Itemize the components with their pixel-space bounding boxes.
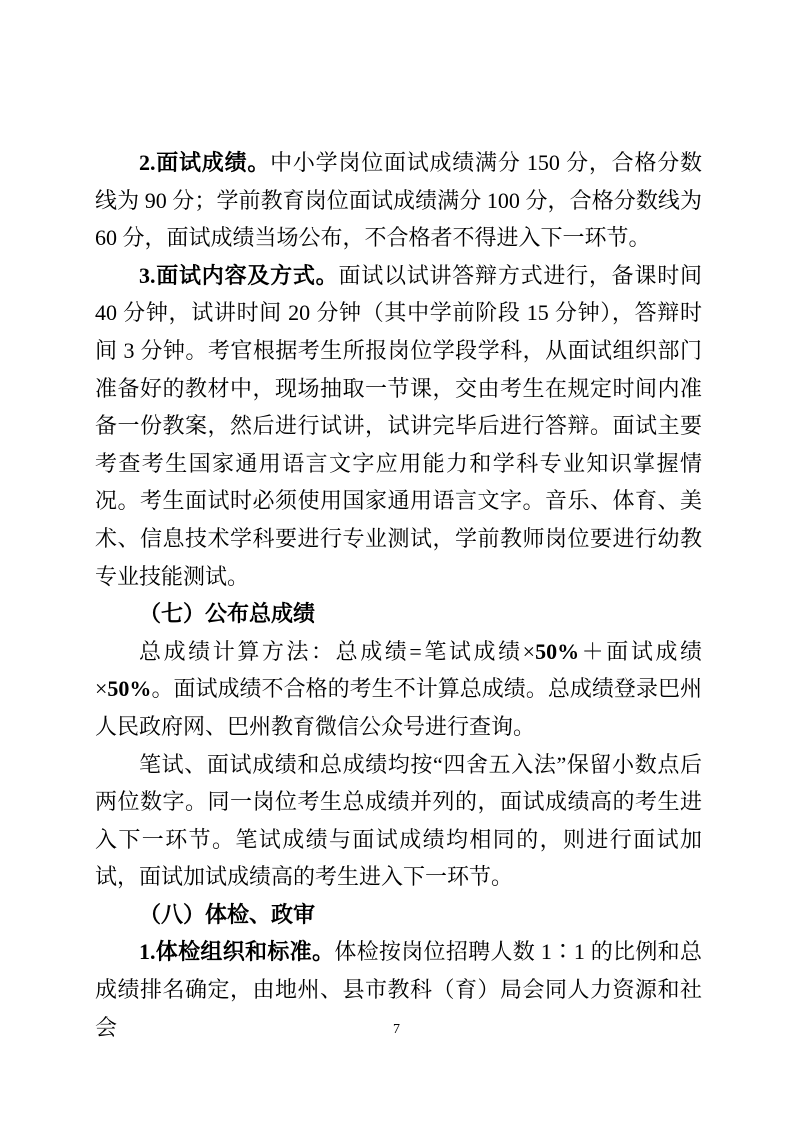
paragraph-interview-format [95, 257, 702, 595]
paragraph-text-interview-score: 中小学岗位面试成绩满分 150 分，合格分数线为 90 分；学前教育岗位面试成绩满分 100 分，合格分数线为 60 分，面试成绩当场公布，不合格者不得进入下一环节。 [95, 150, 702, 251]
formula-segment-2: ＋面试成绩× [95, 638, 702, 702]
paragraph-rounding-rule: 笔试、面试成绩和总成绩均按“四舍五入法”保留小数点后两位数字。同一岗位考生总成绩并列的，面试成绩高的考生进入下一环节。笔试成绩与面试成绩均相同的，则进行面试加试，面试加试成绩高的考生进入下一环节。 [95, 751, 702, 890]
document-body [95, 144, 702, 1046]
page-number: 7 [393, 1022, 400, 1037]
paragraph-text-interview-format: 面试以试讲答辩方式进行，备课时间 40 分钟，试讲时间 20 分钟（其中学前阶段 15 分钟），答辩时间 3 分钟。考官根据考生所报岗位学段学科，从面试组织部门准备好的教材中，现场抽取一节课，交由考生在规定时间内准备一份教案，然后进行试讲，试讲完毕后进行答辩。面试主要考查考生国家通用语言文字应用能力和学科专业知识掌握情况。考生面试时必须使用国家通用语言文字。音乐、体育、美术、信息技术学科要进行专业测试，学前教师岗位要进行幼教专业技能测试。 [95, 262, 702, 589]
paragraph-total-score-formula [95, 633, 702, 746]
paragraph-lead-interview-score: 2.面试成绩。 [139, 150, 271, 175]
formula-segment-1: 总成绩计算方法：总成绩=笔试成绩× [139, 638, 536, 664]
paragraph-lead-interview-format: 3.面试内容及方式。 [139, 262, 339, 288]
paragraph-interview-score [95, 144, 702, 257]
paragraph-lead-physical-exam: 1.体检组织和标准。 [139, 939, 335, 965]
heading-section-7-publish-total-score: （七）公布总成绩 [139, 601, 316, 627]
formula-segment-3: 。面试成绩不合格的考生不计算总成绩。总成绩登录巴州人民政府网、巴州教育微信公众号进行查询。 [95, 676, 702, 739]
paragraph-text-physical-exam: 体检按岗位招聘人数 1∶1 的比例和总成绩排名确定，由地州、县市教科（育）局会同人力资源和社会 [95, 939, 702, 1040]
formula-percent-written: 50% [535, 638, 580, 664]
formula-percent-interview: 50% [107, 676, 152, 702]
heading-section-8-physical-political-review: （八）体检、政审 [139, 901, 316, 927]
